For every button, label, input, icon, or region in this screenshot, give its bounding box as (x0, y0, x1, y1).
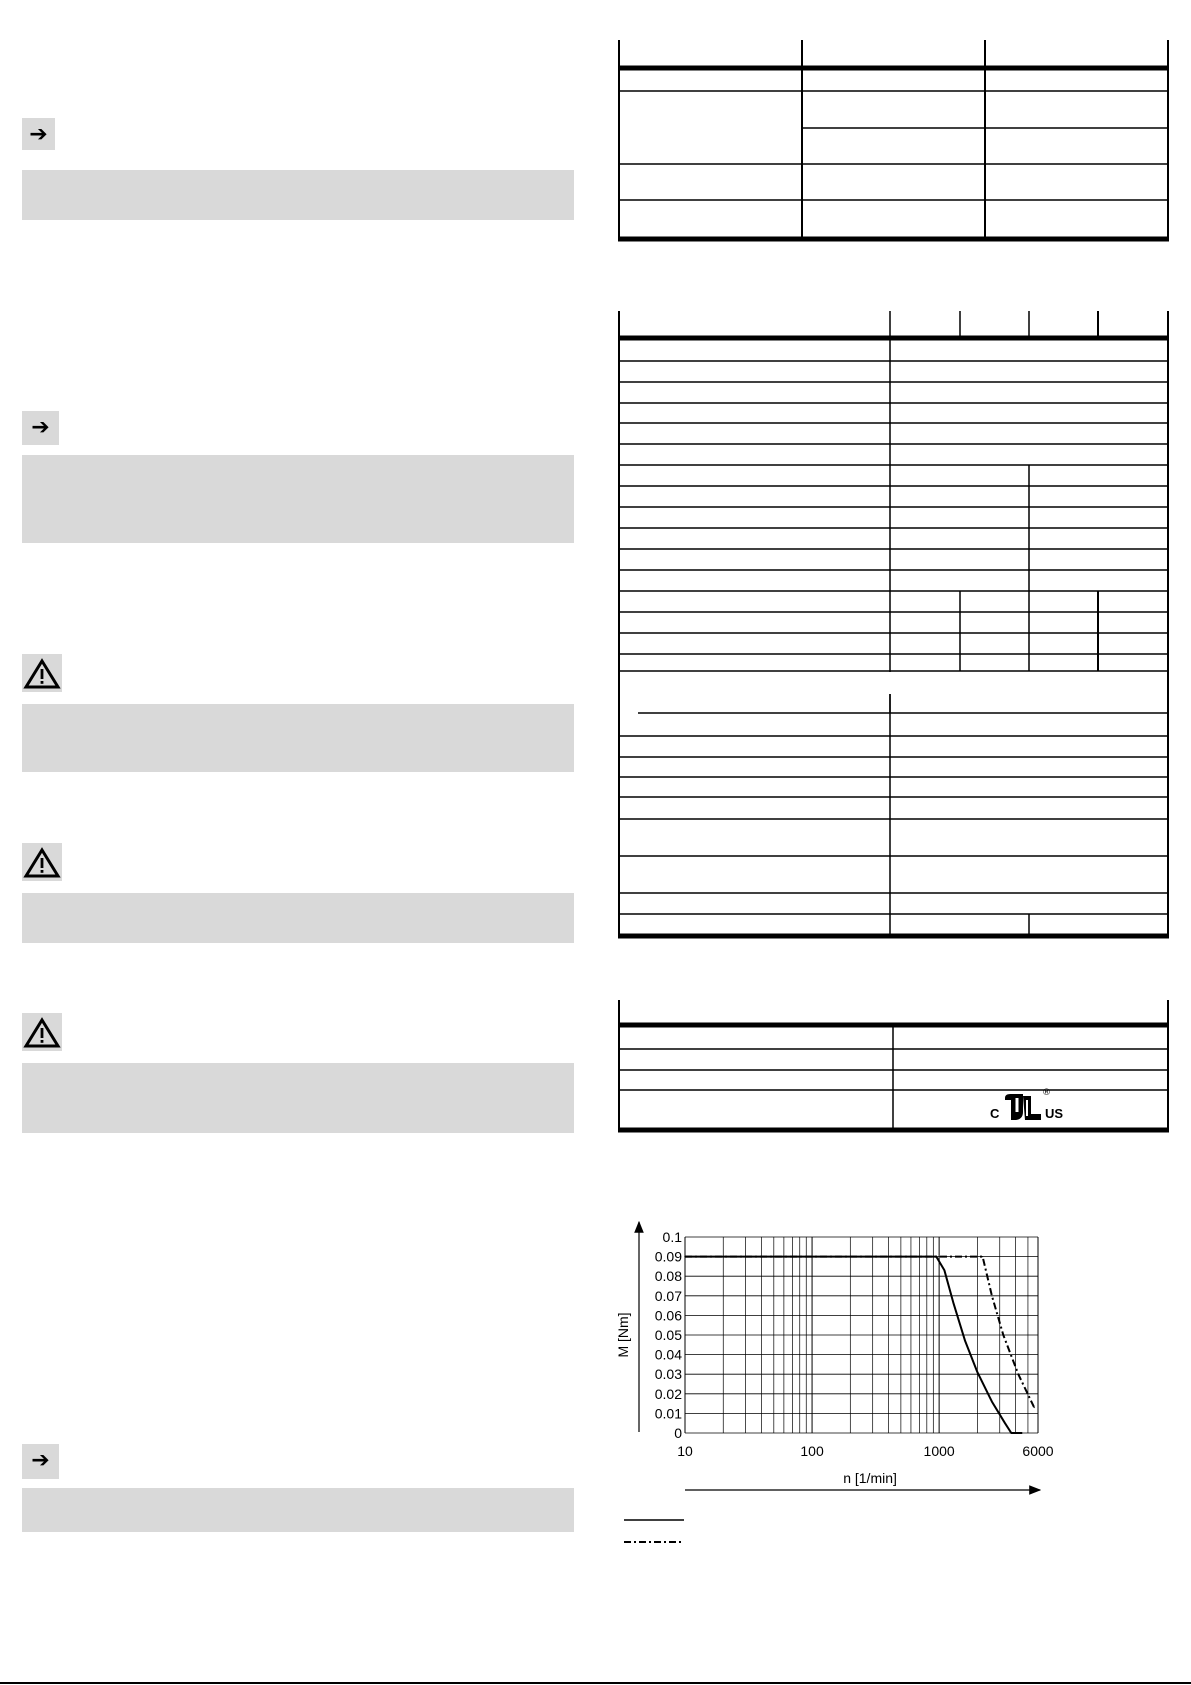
ul-certification-mark (990, 1088, 1080, 1126)
warning-icon (22, 654, 62, 692)
note-icon-box-1 (22, 118, 55, 150)
warning-box-2 (22, 893, 574, 943)
y-tick-label: 0.07 (654, 1287, 682, 1304)
arrow-right-icon: ➔ (31, 1448, 50, 1473)
table-3-grid (618, 1000, 1169, 1136)
y-tick-label: 0.04 (654, 1346, 682, 1363)
x-tick-label: 10 (677, 1443, 693, 1459)
x-tick-label: 6000 (1022, 1443, 1054, 1459)
y-tick-label: 0.05 (654, 1327, 682, 1343)
note-icon-box-3 (22, 1444, 59, 1479)
arrow-right-icon: ➔ (29, 122, 48, 147)
x-tick-label: 100 (800, 1443, 824, 1459)
series-point (1003, 1334, 1004, 1335)
series-point (1011, 1432, 1012, 1433)
page-bottom-rule (0, 1682, 1191, 1684)
cert-mark-registered: ® (1042, 1088, 1051, 1098)
warning-icon-box-1 (22, 654, 62, 692)
torque-speed-chart (615, 1220, 1054, 1500)
y-tick-label: 0 (674, 1425, 682, 1441)
series-point (991, 1401, 992, 1402)
warning-icon (22, 1013, 62, 1051)
y-tick-label: 0.03 (654, 1366, 682, 1383)
warning-icon (22, 843, 62, 881)
series-point (977, 1372, 978, 1373)
series-solid-line (685, 1257, 1022, 1433)
y-tick-label: 0.08 (654, 1268, 682, 1285)
y-tick-label: 0.1 (662, 1229, 682, 1245)
note-box-3 (22, 1488, 574, 1532)
warning-box-1 (22, 704, 574, 772)
chart-legend (618, 1510, 698, 1550)
table-1-grid (618, 40, 1169, 244)
x-axis-title: n [1/min] (843, 1470, 897, 1486)
series-point (964, 1340, 965, 1341)
series-point (982, 1256, 983, 1257)
x-tick-label: 1000 (923, 1443, 955, 1459)
table-3 (618, 1000, 1169, 1136)
series-point (991, 1295, 992, 1296)
series-dash-dot-line (685, 1257, 1034, 1408)
y-tick-label: 0.02 (654, 1385, 682, 1402)
series-point (684, 1256, 685, 1257)
table-2-grid (618, 311, 1169, 938)
y-axis-title: M [Nm] (615, 1312, 631, 1358)
cert-mark-c: C (990, 1106, 1000, 1121)
series-point (1004, 1423, 1005, 1424)
cert-mark-us: US (1045, 1106, 1064, 1121)
table-2 (618, 311, 1169, 938)
y-tick-label: 0.01 (654, 1405, 682, 1422)
y-tick-label: 0.09 (654, 1248, 682, 1265)
series-point (953, 1303, 954, 1304)
series-point (1018, 1374, 1019, 1375)
note-box-2 (22, 455, 574, 543)
series-point (944, 1270, 945, 1271)
warning-icon-box-2 (22, 843, 62, 881)
note-box-1 (22, 170, 574, 220)
note-icon-box-2 (22, 411, 59, 445)
ul-logo-icon (1001, 1092, 1045, 1122)
warning-box-3 (22, 1063, 574, 1133)
arrow-right-icon: ➔ (31, 415, 50, 440)
y-tick-label: 0.06 (654, 1307, 682, 1324)
series-point (1022, 1432, 1023, 1433)
series-point (1034, 1407, 1035, 1408)
chart-svg (615, 1220, 1054, 1500)
table-1 (618, 40, 1169, 244)
warning-icon-box-3 (22, 1013, 62, 1051)
legend-lines (618, 1510, 698, 1550)
